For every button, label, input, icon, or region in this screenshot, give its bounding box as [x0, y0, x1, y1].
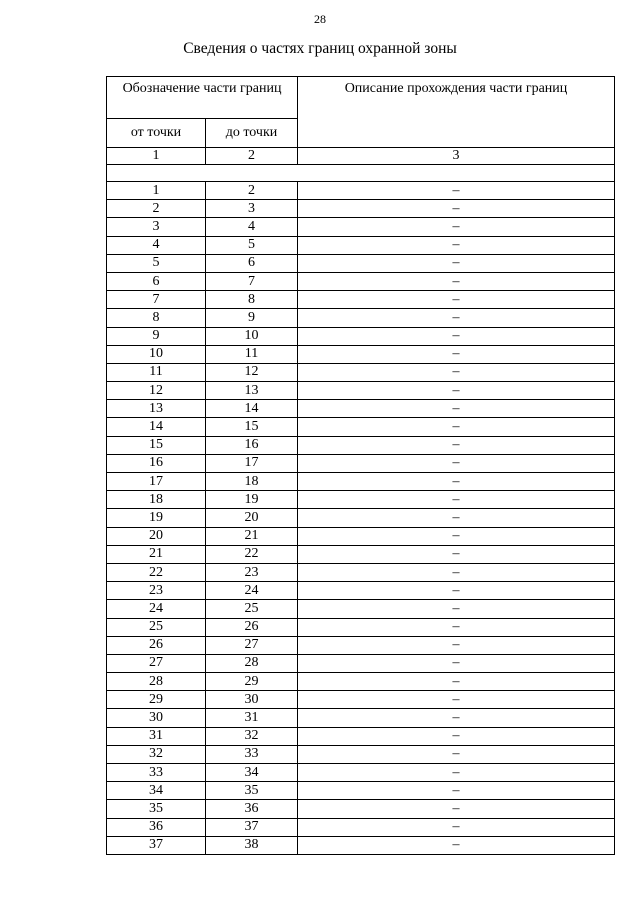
- description-cell: –: [298, 363, 615, 381]
- table-row: [107, 436, 615, 454]
- from-point-cell: 13: [107, 400, 206, 418]
- description-cell: –: [298, 218, 615, 236]
- from-point-cell: 21: [107, 545, 206, 563]
- from-point-cell: 18: [107, 491, 206, 509]
- to-point-cell: 3: [206, 200, 298, 218]
- table-row: [107, 400, 615, 418]
- table-row: [107, 363, 615, 381]
- description-cell: –: [298, 563, 615, 581]
- description-cell: –: [298, 236, 615, 254]
- to-point-cell: 26: [206, 618, 298, 636]
- from-point-cell: 4: [107, 236, 206, 254]
- table-row: [107, 782, 615, 800]
- to-point-cell: 12: [206, 363, 298, 381]
- from-point-cell: 6: [107, 272, 206, 290]
- table-row: [107, 382, 615, 400]
- to-point-cell: 6: [206, 254, 298, 272]
- table-row: [107, 527, 615, 545]
- from-point-cell: 31: [107, 727, 206, 745]
- description-cell: –: [298, 764, 615, 782]
- table-row: [107, 473, 615, 491]
- description-cell: –: [298, 254, 615, 272]
- to-point-cell: 24: [206, 582, 298, 600]
- page-title: Сведения о частях границ охранной зоны: [183, 40, 457, 57]
- to-point-cell: 32: [206, 727, 298, 745]
- to-point-cell: 35: [206, 782, 298, 800]
- from-point-cell: 28: [107, 673, 206, 691]
- to-point-cell: 21: [206, 527, 298, 545]
- to-point-cell: 36: [206, 800, 298, 818]
- from-point-cell: 14: [107, 418, 206, 436]
- description-cell: –: [298, 800, 615, 818]
- to-point-cell: 25: [206, 600, 298, 618]
- from-point-cell: 27: [107, 654, 206, 672]
- description-cell: –: [298, 545, 615, 563]
- to-point-cell: 9: [206, 309, 298, 327]
- to-point-cell: 37: [206, 818, 298, 836]
- from-point-cell: 32: [107, 745, 206, 763]
- to-point-cell: 19: [206, 491, 298, 509]
- from-point-cell: 17: [107, 473, 206, 491]
- description-cell: –: [298, 745, 615, 763]
- description-cell: –: [298, 709, 615, 727]
- from-point-cell: 20: [107, 527, 206, 545]
- table-row: [107, 309, 615, 327]
- page-number: 28: [314, 12, 326, 26]
- table-row: [107, 636, 615, 654]
- description-cell: –: [298, 272, 615, 290]
- description-cell: –: [298, 400, 615, 418]
- from-point-cell: 7: [107, 291, 206, 309]
- to-point-cell: 18: [206, 473, 298, 491]
- boundary-table: [106, 76, 615, 855]
- description-cell: –: [298, 345, 615, 363]
- description-cell: –: [298, 200, 615, 218]
- to-point-cell: 27: [206, 636, 298, 654]
- from-point-cell: 23: [107, 582, 206, 600]
- from-point-cell: 5: [107, 254, 206, 272]
- from-point-cell: 22: [107, 563, 206, 581]
- table-row: [107, 745, 615, 763]
- from-point-cell: 19: [107, 509, 206, 527]
- table-row: [107, 491, 615, 509]
- column-number: 2: [206, 148, 298, 165]
- description-cell: –: [298, 836, 615, 854]
- table-row: [107, 236, 615, 254]
- from-point-cell: 36: [107, 818, 206, 836]
- table-row: [107, 218, 615, 236]
- table-row: [107, 764, 615, 782]
- description-cell: –: [298, 727, 615, 745]
- to-point-cell: 7: [206, 272, 298, 290]
- description-cell: –: [298, 618, 615, 636]
- from-point-cell: 25: [107, 618, 206, 636]
- table-body: [107, 182, 615, 855]
- table-row: [107, 727, 615, 745]
- from-point-cell: 37: [107, 836, 206, 854]
- from-point-cell: 33: [107, 764, 206, 782]
- description-cell: –: [298, 491, 615, 509]
- to-point-cell: 29: [206, 673, 298, 691]
- from-point-cell: 2: [107, 200, 206, 218]
- table-row: [107, 709, 615, 727]
- table-row: [107, 509, 615, 527]
- table-row: [107, 345, 615, 363]
- description-cell: –: [298, 818, 615, 836]
- description-cell: –: [298, 327, 615, 345]
- from-point-cell: 24: [107, 600, 206, 618]
- description-cell: –: [298, 582, 615, 600]
- header-boundary-designation: Обозначение части границ: [107, 77, 298, 119]
- table-row: [107, 654, 615, 672]
- description-cell: –: [298, 509, 615, 527]
- to-point-cell: 16: [206, 436, 298, 454]
- description-cell: –: [298, 782, 615, 800]
- description-cell: –: [298, 473, 615, 491]
- header-from-point: от точки: [107, 119, 206, 148]
- to-point-cell: 30: [206, 691, 298, 709]
- table-row: [107, 600, 615, 618]
- from-point-cell: 26: [107, 636, 206, 654]
- description-cell: –: [298, 691, 615, 709]
- from-point-cell: 11: [107, 363, 206, 381]
- column-number: 1: [107, 148, 206, 165]
- description-cell: –: [298, 527, 615, 545]
- table-row: [107, 818, 615, 836]
- column-number: 3: [298, 148, 615, 165]
- description-cell: –: [298, 454, 615, 472]
- from-point-cell: 16: [107, 454, 206, 472]
- table-row: [107, 327, 615, 345]
- blank-row: [107, 165, 615, 182]
- to-point-cell: 22: [206, 545, 298, 563]
- to-point-cell: 5: [206, 236, 298, 254]
- to-point-cell: 13: [206, 382, 298, 400]
- to-point-cell: 14: [206, 400, 298, 418]
- from-point-cell: 10: [107, 345, 206, 363]
- description-cell: –: [298, 309, 615, 327]
- to-point-cell: 4: [206, 218, 298, 236]
- from-point-cell: 15: [107, 436, 206, 454]
- description-cell: –: [298, 673, 615, 691]
- to-point-cell: 15: [206, 418, 298, 436]
- table-row: [107, 563, 615, 581]
- table-row: [107, 182, 615, 200]
- to-point-cell: 38: [206, 836, 298, 854]
- table-row: [107, 418, 615, 436]
- table-row: [107, 618, 615, 636]
- description-cell: –: [298, 654, 615, 672]
- description-cell: –: [298, 436, 615, 454]
- to-point-cell: 2: [206, 182, 298, 200]
- table-row: [107, 691, 615, 709]
- from-point-cell: 35: [107, 800, 206, 818]
- from-point-cell: 9: [107, 327, 206, 345]
- table-row: [107, 673, 615, 691]
- from-point-cell: 1: [107, 182, 206, 200]
- from-point-cell: 34: [107, 782, 206, 800]
- table-row: [107, 291, 615, 309]
- to-point-cell: 33: [206, 745, 298, 763]
- description-cell: –: [298, 382, 615, 400]
- to-point-cell: 11: [206, 345, 298, 363]
- from-point-cell: 3: [107, 218, 206, 236]
- table-row: [107, 836, 615, 854]
- header-boundary-description: Описание прохождения части границ: [298, 77, 615, 148]
- header-to-point: до точки: [206, 119, 298, 148]
- from-point-cell: 30: [107, 709, 206, 727]
- description-cell: –: [298, 182, 615, 200]
- to-point-cell: 20: [206, 509, 298, 527]
- table-row: [107, 200, 615, 218]
- from-point-cell: 8: [107, 309, 206, 327]
- description-cell: –: [298, 291, 615, 309]
- description-cell: –: [298, 418, 615, 436]
- blank-cell: [107, 165, 615, 182]
- from-point-cell: 12: [107, 382, 206, 400]
- to-point-cell: 8: [206, 291, 298, 309]
- table-row: [107, 582, 615, 600]
- table-row: [107, 800, 615, 818]
- table-row: [107, 454, 615, 472]
- description-cell: –: [298, 600, 615, 618]
- to-point-cell: 10: [206, 327, 298, 345]
- to-point-cell: 17: [206, 454, 298, 472]
- table-row: [107, 272, 615, 290]
- to-point-cell: 23: [206, 563, 298, 581]
- from-point-cell: 29: [107, 691, 206, 709]
- to-point-cell: 34: [206, 764, 298, 782]
- description-cell: –: [298, 636, 615, 654]
- table-row: [107, 545, 615, 563]
- to-point-cell: 28: [206, 654, 298, 672]
- to-point-cell: 31: [206, 709, 298, 727]
- table-row: [107, 254, 615, 272]
